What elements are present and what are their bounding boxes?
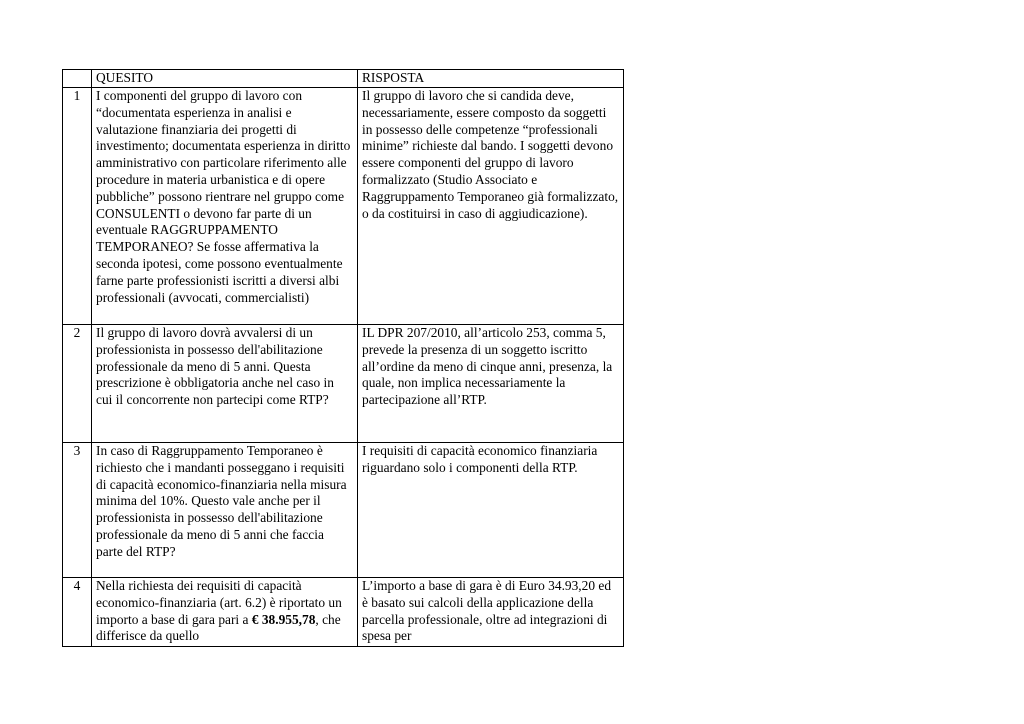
question-cell: In caso di Raggruppamento Temporaneo è richiesto che i mandanti posseggano i requisiti di capacità economico-finanziaria nella misura minima del 10%. Questo vale anche per il professionista in possesso dell'abilitazione professionale da meno di 5 anni che faccia parte del RTP? — [92, 443, 358, 578]
row-number: 1 — [63, 88, 92, 325]
question-text: Nella richiesta dei requisiti di capacità economico-finanziaria (art. 6.2) è riportato un importo a base di gara pari a — [96, 578, 342, 627]
row-number: 4 — [63, 578, 92, 647]
answer-cell: I requisiti di capacità economico finanziaria riguardano solo i componenti della RTP. — [358, 443, 624, 578]
table-header-row — [63, 70, 624, 88]
answer-column-header: RISPOSTA — [358, 70, 624, 88]
question-cell: Il gruppo di lavoro dovrà avvalersi di un professionista in possesso dell'abilitazione professionale da meno di 5 anni. Questa prescrizione è obbligatoria anche nel caso in cui il concorrente non partecipi come RTP? — [92, 325, 358, 443]
table-row — [63, 325, 624, 443]
row-number: 2 — [63, 325, 92, 443]
answer-cell: Il gruppo di lavoro che si candida deve, necessariamente, essere composto da soggetti in possesso delle competenze “professionali minime” richieste dal bando. I soggetti devono essere componenti del gruppo di lavoro formalizzato (Studio Associato e Raggruppamento Temporaneo già formalizzato, o da costituirsi in caso di aggiudicazione). — [358, 88, 624, 325]
table-row — [63, 443, 624, 578]
question-cell: I componenti del gruppo di lavoro con “documentata esperienza in analisi e valutazione finanziaria dei progetti di investimento; documentata esperienza in diritto amministrativo con particolare riferimento alle procedure in materia urbanistica e di opere pubbliche” possono rientrare nel gruppo come CONSULENTI o devono far parte di un eventuale RAGGRUPPAMENTO TEMPORANEO? Se fosse affermativa la seconda ipotesi, come possono eventualmente farne parte professionisti iscritti a diversi albi professionali (avvocati, commercialisti) — [92, 88, 358, 325]
table-row — [63, 88, 624, 325]
table-row — [63, 578, 624, 647]
qa-table — [62, 69, 624, 647]
answer-cell: L’importo a base di gara è di Euro 34.93,20 ed è basato sui calcoli della applicazione della parcella professionale, oltre ad integrazioni di spesa per — [358, 578, 624, 647]
answer-cell: IL DPR 207/2010, all’articolo 253, comma 5, prevede la presenza di un soggetto iscritto all’ordine da meno di cinque anni, presenza, la quale, non implica necessariamente la partecipazione all’RTP. — [358, 325, 624, 443]
row-number: 3 — [63, 443, 92, 578]
amount-bold: € 38.955,78 — [251, 611, 316, 627]
question-text-end: , che differisce da quello — [96, 611, 341, 644]
number-column-header — [63, 70, 92, 88]
question-cell — [92, 578, 358, 647]
question-column-header: QUESITO — [92, 70, 358, 88]
